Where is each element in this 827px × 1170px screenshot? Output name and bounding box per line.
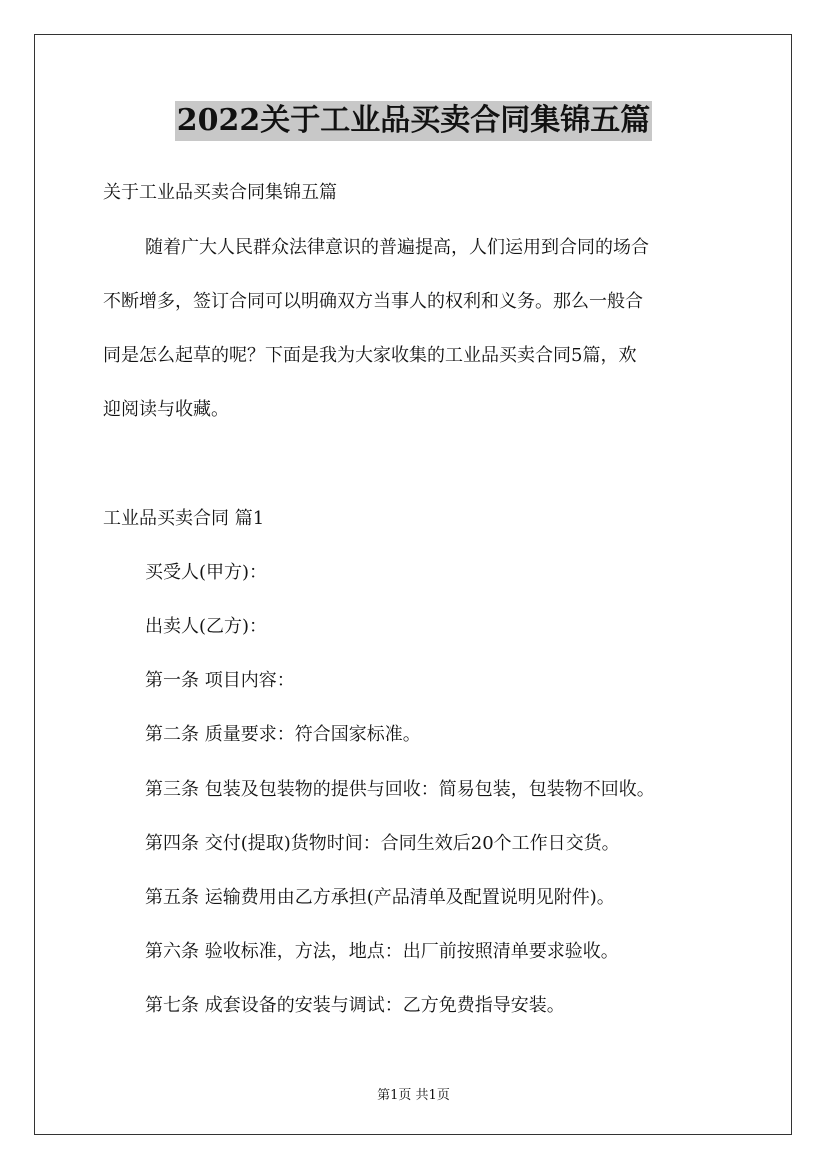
clause-line: 出卖人(乙方)： bbox=[145, 616, 268, 637]
clause-line: 第三条 包装及包装物的提供与回收：简易包装，包装物不回收。 bbox=[145, 779, 655, 800]
title-container bbox=[0, 101, 827, 141]
intro-line: 随着广大人民群众法律意识的普遍提高，人们运用到合同的场合 bbox=[145, 237, 649, 258]
clause-line: 第二条 质量要求：符合国家标准。 bbox=[145, 724, 421, 745]
clause-line: 第六条 验收标准，方法，地点：出厂前按照清单要求验收。 bbox=[145, 941, 619, 962]
page-number: 第1页 共1页 bbox=[377, 1088, 450, 1103]
clause-line: 第四条 交付(提取)货物时间：合同生效后20个工作日交货。 bbox=[145, 833, 620, 854]
clause-line: 买受人(甲方)： bbox=[145, 562, 268, 583]
section-heading: 工业品买卖合同 篇1 bbox=[103, 508, 265, 529]
clause-line: 第五条 运输费用由乙方承担(产品清单及配置说明见附件)。 bbox=[145, 887, 615, 908]
clause-line: 第七条 成套设备的安装与调试：乙方免费指导安装。 bbox=[145, 995, 565, 1016]
subtitle: 关于工业品买卖合同集锦五篇 bbox=[103, 182, 337, 203]
clause-line: 第一条 项目内容： bbox=[145, 670, 295, 691]
document-title: 2022关于工业品买卖合同集锦五篇 bbox=[175, 101, 653, 141]
intro-line: 迎阅读与收藏。 bbox=[103, 399, 229, 420]
intro-line: 不断增多，签订合同可以明确双方当事人的权利和义务。那么一般合 bbox=[103, 291, 643, 312]
intro-line: 同是怎么起草的呢？下面是我为大家收集的工业品买卖合同5篇，欢 bbox=[103, 345, 637, 366]
